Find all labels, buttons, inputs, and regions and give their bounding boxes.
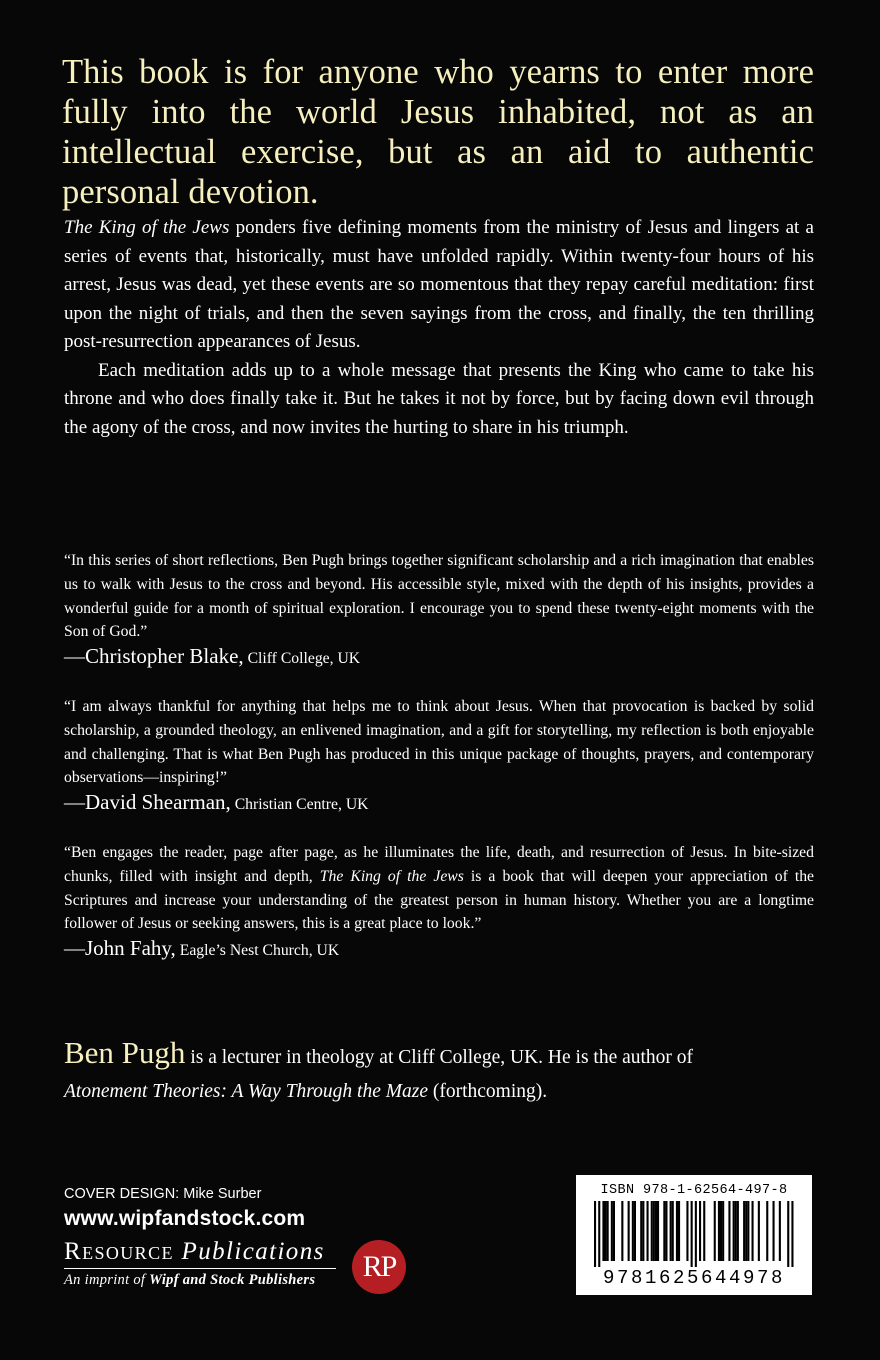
endorsement-quote [64, 841, 814, 936]
barcode-bar [628, 1201, 630, 1261]
barcode-bar [779, 1201, 781, 1261]
cover-design-credit: COVER DESIGN: Mike Surber [64, 1186, 262, 1202]
barcode-bar [686, 1201, 688, 1261]
barcode-bar [670, 1201, 672, 1261]
author-book-title: Atonement Theories: A Way Through the Maze [64, 1081, 428, 1102]
rp-logo-icon [352, 1240, 406, 1294]
barcode-bar [735, 1201, 737, 1261]
barcode-bar [758, 1201, 760, 1261]
endorsement-attribution [64, 645, 814, 671]
author-bio-line-2 [64, 1075, 824, 1109]
barcode-bar [699, 1201, 701, 1261]
barcode-bar [676, 1201, 678, 1261]
book-title-italic: The King of the Jews [319, 867, 464, 885]
endorsement-attribution [64, 937, 814, 963]
barcode-bar [745, 1201, 747, 1261]
imprint-divider [64, 1268, 336, 1269]
endorser-name: —John Fahy, [64, 936, 176, 961]
imprint-publisher-name: Wipf and Stock Publishers [149, 1272, 316, 1288]
book-title-italic: The King of the Jews [64, 217, 230, 238]
barcode-bar [718, 1201, 720, 1261]
isbn-digits: 9781625644978 [602, 1267, 786, 1289]
barcode-bar [605, 1201, 607, 1261]
barcode-bar [743, 1201, 745, 1261]
barcode-bar [632, 1201, 634, 1261]
isbn-label: ISBN 978-1-62564-497-8 [600, 1183, 788, 1198]
endorsement-3 [64, 841, 814, 963]
endorser-name: —Christopher Blake, [64, 644, 244, 669]
barcode-bar [728, 1201, 730, 1261]
description-paragraph-1 [64, 214, 814, 357]
endorser-name: —David Shearman, [64, 790, 231, 815]
endorsement-attribution [64, 791, 814, 817]
endorsement-quote-part-2: is a book that will deepen your appreciation of the Scriptures and increase your understanding of the greatest person in human history. Whether you are a longtime follower of Jesus or seeking answers, this is a great place to look.” [64, 867, 814, 933]
endorser-affiliation: Christian Centre, UK [230, 796, 369, 814]
barcode-bar [665, 1201, 667, 1261]
isbn-barcode [576, 1175, 812, 1295]
barcode-bar [653, 1201, 655, 1261]
barcode-bars-icon [580, 1201, 808, 1267]
rp-logo-text: RP [362, 1250, 396, 1283]
barcode-bar [594, 1201, 596, 1267]
barcode-bar [714, 1201, 716, 1261]
author-bio [64, 1036, 824, 1109]
barcode-bar [602, 1201, 604, 1261]
imprint-word-1: Resource [64, 1238, 174, 1265]
barcode-bar [691, 1201, 693, 1267]
headline-tagline: This book is for anyone who yearns to enter more fully into the world Jesus inhabited, not as an intellectual exercise, but as an aid to authentic personal devotion. [62, 53, 814, 211]
barcode-bar [651, 1201, 653, 1261]
barcode-bar [657, 1201, 659, 1261]
description-paragraph-2: Each meditation adds up to a whole message that presents the King who came to take his throne and who does finally take it. But he takes it not by force, but by facing down evil through the agony of the cross, and now invites the hurting to share in his triumph. [64, 359, 814, 438]
endorsement-1 [64, 549, 814, 671]
publisher-website: www.wipfandstock.com [64, 1207, 306, 1230]
barcode-bar [766, 1201, 768, 1261]
endorsement-quote: “In this series of short reflections, Ben Pugh brings together significant scholarship and a rich imagination that enables us to walk with Jesus to the cross and beyond. His accessible style, mixed with the depth of his insights, provides a wonderful guide for a month of spiritual exploration. I encourage you to spend these twenty-eight moments with the Son of God.” [64, 552, 814, 641]
barcode-bar [752, 1201, 754, 1261]
barcode-bar [621, 1201, 623, 1261]
endorsement-2 [64, 695, 814, 817]
barcode-bar [642, 1201, 644, 1261]
barcode-bar [634, 1201, 636, 1261]
author-bio-text: is a lecturer in theology at Cliff College, UK. He is the author of [185, 1047, 694, 1068]
barcode-bar [613, 1201, 615, 1261]
imprint-line-prefix: An imprint of [64, 1272, 150, 1288]
barcode-bar [747, 1201, 749, 1261]
barcode-bar [672, 1201, 674, 1261]
description-paragraph-1-text: ponders five defining moments from the ministry of Jesus and lingers at a series of events that, historically, must have unfolded rapidly. Within twenty-four hours of his arrest, Jesus was dead, yet these events are so momentous that they repay careful meditation: first upon the night of trials, and then the seven sayings from the cross, and finally, the ten thrilling post-resurrection appearances of Jesus. [64, 217, 814, 352]
endorsement-quote: “I am always thankful for anything that helps me to think about Jesus. When that provocation is backed by solid scholarship, a grounded theology, an enlivened imagination, and a gift for storytelling, my reflection is both enjoyable and challenging. That is what Ben Pugh has produced in this unique package of thoughts, prayers, and contemporary observations—inspiring!” [64, 697, 814, 787]
barcode-bar [737, 1201, 739, 1261]
barcode-bar [703, 1201, 705, 1261]
barcode-bar [733, 1201, 735, 1261]
barcode-bar [720, 1201, 722, 1261]
barcode-bar [607, 1201, 609, 1261]
endorsements [64, 549, 814, 987]
endorser-affiliation: Cliff College, UK [243, 650, 361, 668]
endorsement-quote-part-1: “Ben engages the reader, page after page, as he illuminates the life, death, and resurrection of Jesus. In bite-sized chunks, filled with insight and depth, [64, 843, 814, 885]
barcode-bar [647, 1201, 649, 1261]
barcode-bar [611, 1201, 613, 1261]
barcode-bar [773, 1201, 775, 1261]
barcode-bar [722, 1201, 724, 1261]
barcode-bar [791, 1201, 793, 1267]
barcode-bar [663, 1201, 665, 1261]
barcode-bar [678, 1201, 680, 1261]
barcode-bar [787, 1201, 789, 1267]
barcode-bar [640, 1201, 642, 1261]
imprint-word-2: Publications [181, 1238, 325, 1265]
endorser-affiliation: Eagle’s Nest Church, UK [175, 942, 340, 960]
author-bio-line-1 [64, 1036, 824, 1075]
author-name: Ben Pugh [64, 1035, 186, 1070]
barcode-bar [695, 1201, 697, 1267]
barcode-bar [655, 1201, 657, 1261]
book-description [64, 214, 814, 442]
author-book-note: (forthcoming). [427, 1081, 548, 1102]
barcode-bar [598, 1201, 600, 1267]
